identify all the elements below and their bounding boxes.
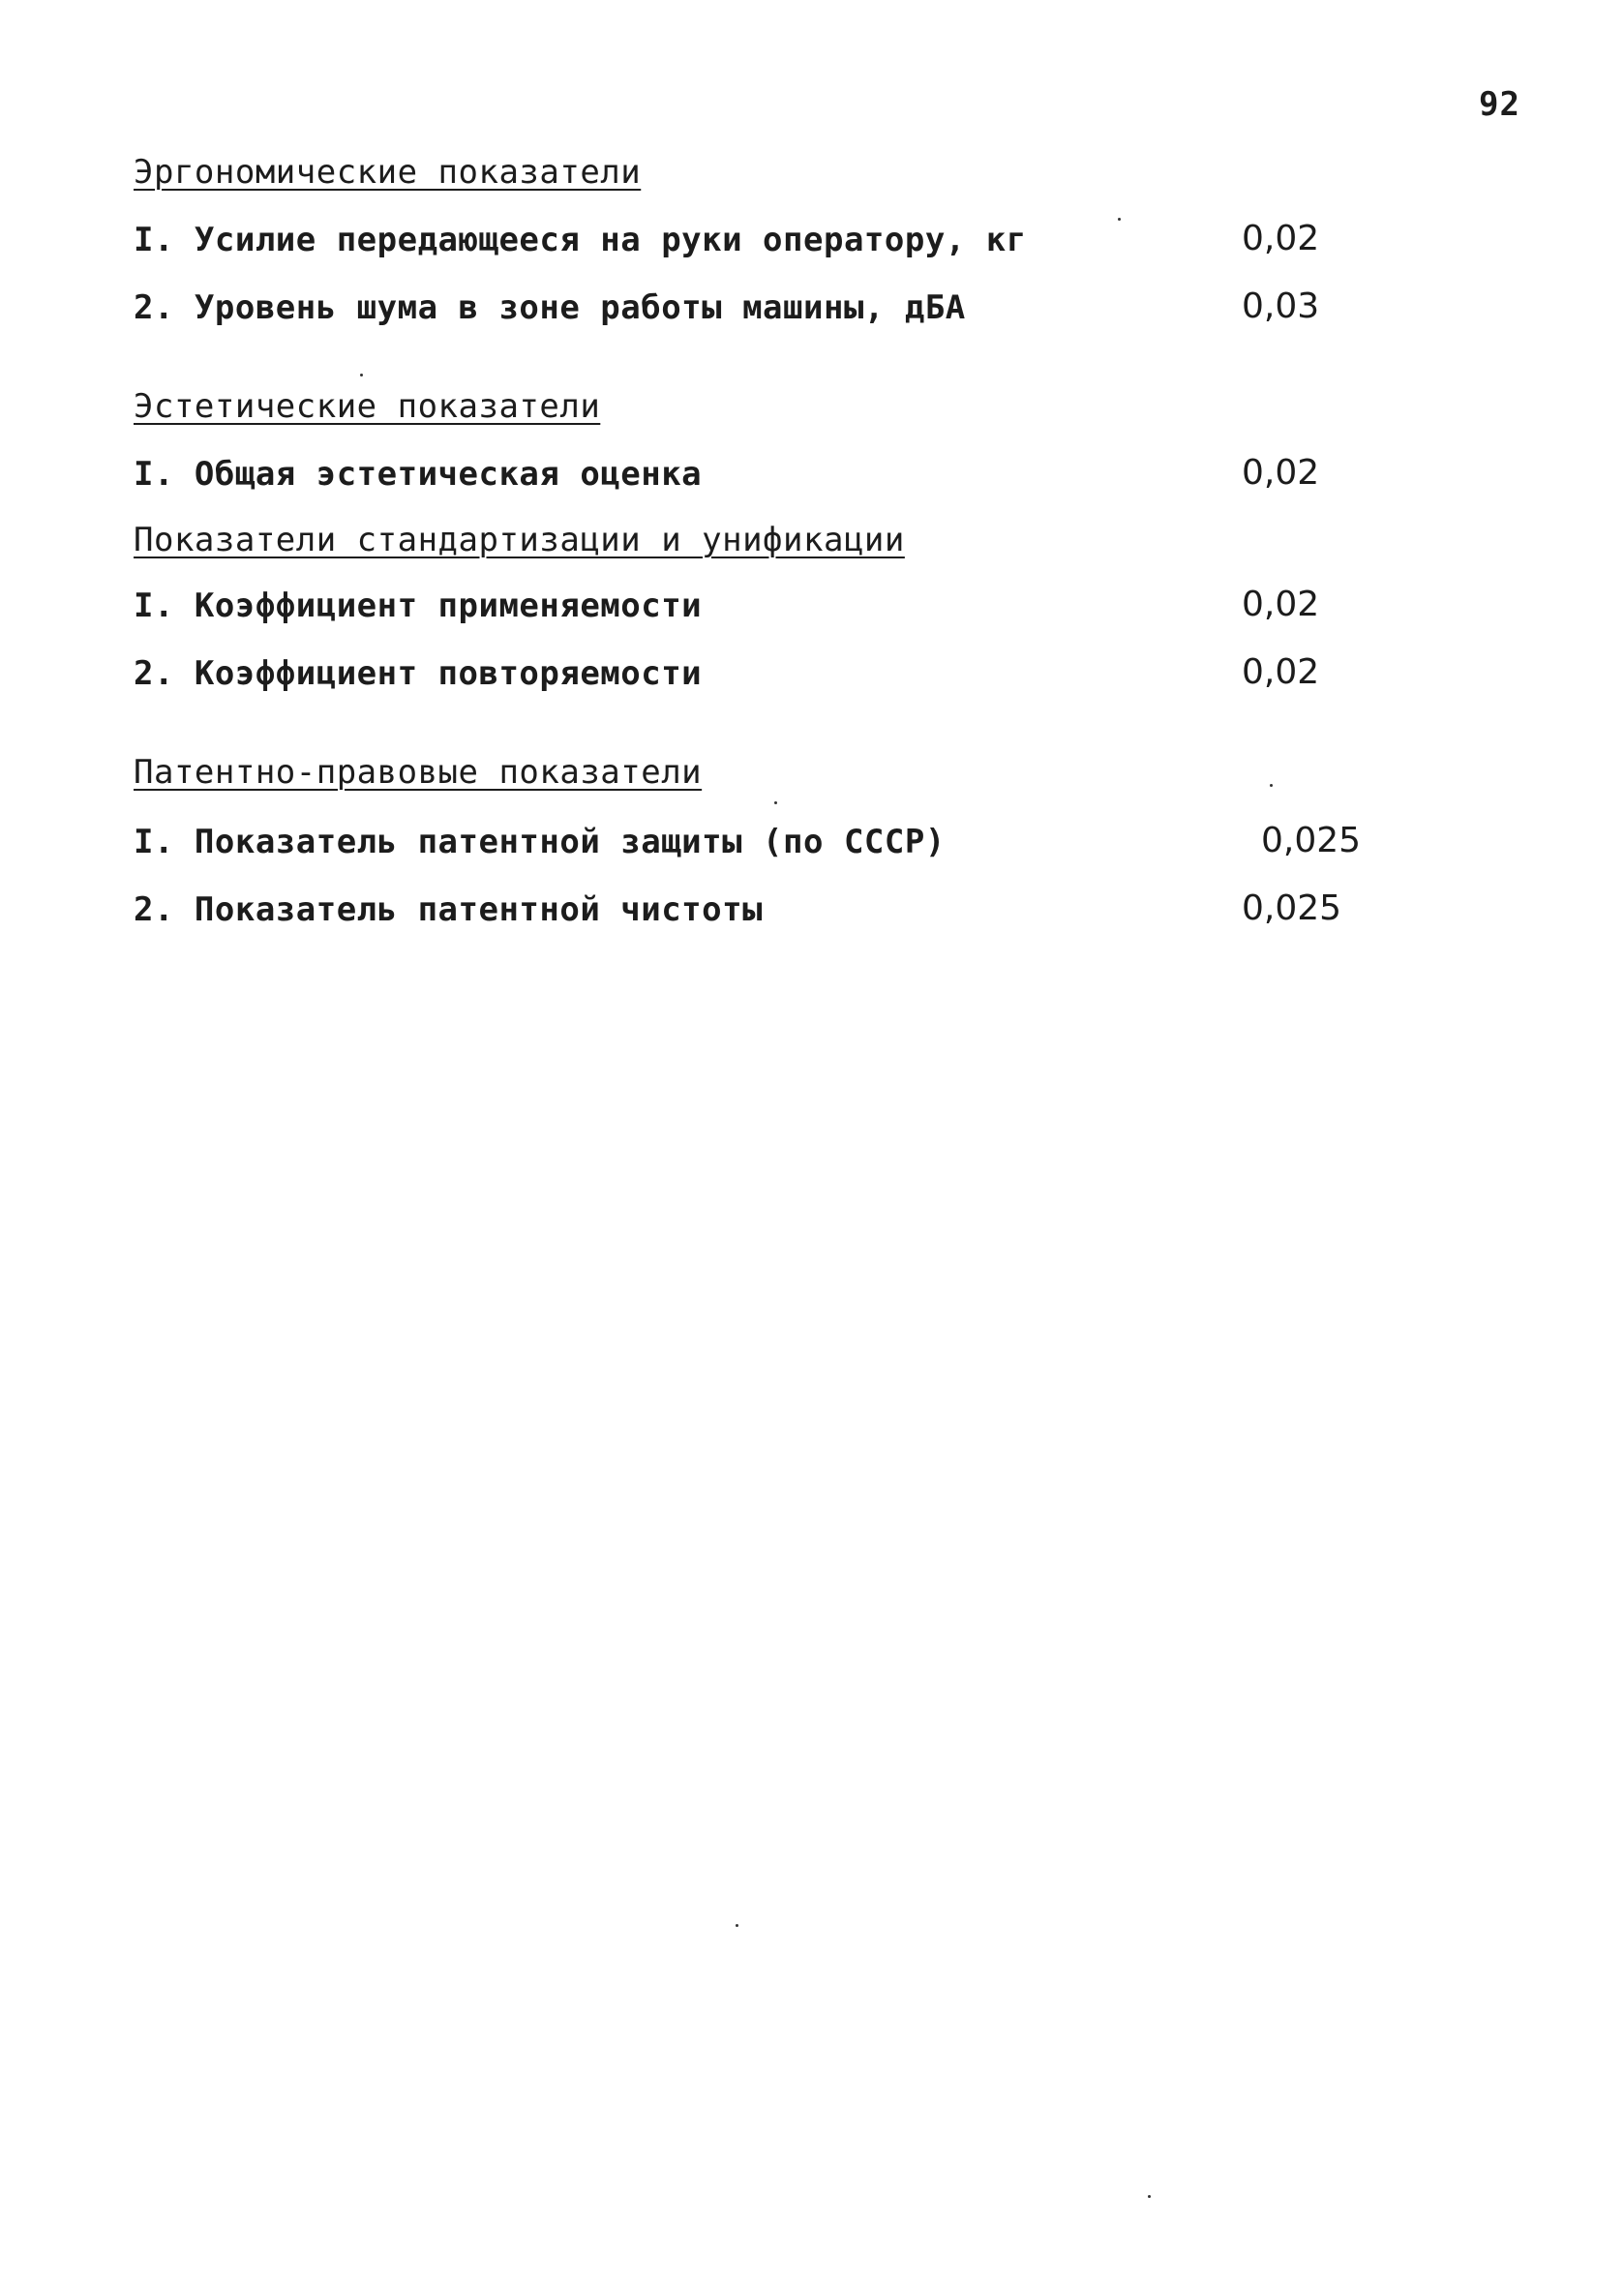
scan-speck — [1270, 784, 1273, 787]
row-value: 0,02 — [1242, 585, 1320, 624]
row-label: I. Коэффициент применяемости — [134, 587, 703, 625]
row-label: I. Показатель патентной защиты (по СССР) — [134, 823, 946, 861]
row-value: 0,025 — [1261, 821, 1362, 860]
row-label: I. Усилие передающееся на руки оператору, кг — [134, 221, 1027, 259]
row-label: I. Общая эстетическая оценка — [134, 455, 703, 494]
scan-speck — [360, 374, 363, 376]
row-label: 2. Показатель патентной чистоты — [134, 890, 764, 929]
page-number: 92 — [1479, 85, 1520, 124]
section-heading-patent: Патентно-правовые показатели — [134, 753, 703, 792]
row-value: 0,03 — [1242, 286, 1320, 326]
row-value: 0,02 — [1242, 453, 1320, 493]
row-value: 0,02 — [1242, 219, 1320, 258]
row-label: 2. Уровень шума в зоне работы машины, дБА — [134, 288, 966, 327]
row-value: 0,02 — [1242, 652, 1320, 692]
section-heading-standardization: Показатели стандартизации и унификации — [134, 521, 905, 559]
row-label: 2. Коэффициент повторяемости — [134, 654, 703, 693]
section-heading-aesthetic: Эстетические показатели — [134, 387, 601, 426]
scan-speck — [1118, 218, 1121, 221]
scan-speck — [736, 1924, 738, 1927]
row-value: 0,025 — [1242, 888, 1342, 928]
scan-speck — [774, 801, 777, 804]
scan-speck — [1148, 2195, 1151, 2198]
section-heading-ergonomic: Эргономические показатели — [134, 153, 642, 192]
